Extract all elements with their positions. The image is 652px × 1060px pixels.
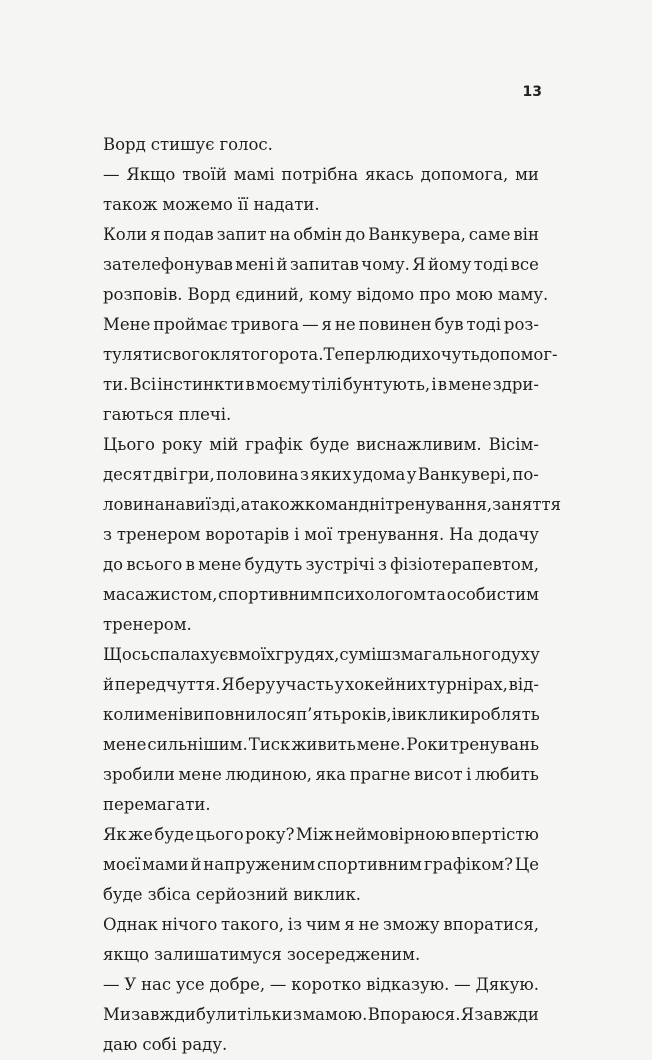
word: фізіотерапевтом, [390, 555, 539, 574]
word: виповнилося [183, 705, 297, 724]
word: клятого [209, 345, 279, 364]
word: свого [162, 345, 210, 364]
word: збіса [147, 885, 191, 904]
word: також [103, 195, 158, 214]
word: живить [291, 735, 356, 754]
word: інстинкти [157, 375, 245, 394]
text-line [103, 130, 539, 160]
word: роз- [503, 315, 539, 334]
word: не [358, 915, 380, 934]
word: чому. [361, 255, 410, 274]
word: якась [364, 165, 414, 184]
word: кому [308, 285, 352, 304]
word: турнірах, [427, 675, 508, 694]
word: стишує [150, 135, 215, 154]
word: — [103, 975, 120, 994]
word: по- [512, 465, 539, 484]
word: серйозний [195, 885, 289, 904]
word: чим [305, 915, 341, 934]
text-line [103, 250, 539, 280]
text-line [103, 730, 539, 760]
word: обмін [293, 225, 343, 244]
word: все [510, 255, 539, 274]
word: зосередженим. [286, 945, 421, 964]
word: мій [209, 435, 239, 454]
word: моєму [255, 375, 311, 394]
word: і [391, 705, 397, 724]
word: її [237, 195, 249, 214]
word: Ворд [103, 135, 146, 154]
word: мене [198, 555, 242, 574]
word: року? [245, 825, 295, 844]
text-line [103, 820, 539, 850]
text-line [103, 880, 539, 910]
word: мене [103, 735, 147, 754]
word: п’ять [296, 705, 341, 724]
text-line [103, 190, 539, 220]
word: запит [216, 225, 267, 244]
page-number: 13 [522, 84, 542, 100]
word: а [240, 495, 251, 514]
word: Роки [406, 735, 449, 754]
word: любить [475, 765, 539, 784]
word: гаються [103, 405, 174, 424]
word: бунтують, [342, 375, 431, 394]
word: змагального [391, 645, 501, 664]
text-line [103, 1000, 539, 1030]
word: — [103, 165, 120, 184]
word: й [276, 255, 288, 274]
word: був [434, 315, 464, 334]
word: тренувань [449, 735, 539, 754]
word: Я [412, 255, 426, 274]
word: мамі [233, 165, 275, 184]
word: Вісім- [488, 435, 539, 454]
word: тренером. [103, 615, 192, 634]
word: додачу [478, 525, 539, 544]
word: Цього [103, 435, 155, 454]
word: Дякую. [475, 975, 539, 994]
text-line [103, 700, 539, 730]
word: й [190, 855, 202, 874]
word: в [437, 375, 448, 394]
word: люди [375, 345, 422, 364]
word: воротарів [205, 525, 290, 544]
word: до [103, 555, 124, 574]
word: Ванкувері, [417, 465, 511, 484]
word: сильнішим. [147, 735, 248, 754]
word: прагне [349, 765, 411, 784]
word: плечі. [178, 405, 232, 424]
word: напруженим [203, 855, 316, 874]
word: спортивним [317, 855, 422, 874]
word: перемагати. [103, 795, 211, 814]
word: Я [460, 1005, 475, 1024]
word: цього [195, 825, 244, 844]
word: Ворд [187, 285, 231, 304]
word: добре, [209, 975, 266, 994]
word: Якщо [126, 165, 176, 184]
word: неймовірною [334, 825, 450, 844]
word: йому [427, 255, 472, 274]
word: тоді [473, 255, 509, 274]
text-line [103, 310, 539, 340]
word: У [124, 975, 137, 994]
word: з [293, 1005, 302, 1024]
word: тільки [237, 1005, 293, 1024]
word: повинен [358, 315, 432, 334]
word: Між [295, 825, 334, 844]
word: Щось [103, 645, 150, 664]
word: грудях, [275, 645, 340, 664]
word: спалахує [150, 645, 229, 664]
text-line [103, 400, 539, 430]
word: тоді [466, 315, 501, 334]
word: зробили [103, 765, 175, 784]
word: Коли [103, 225, 148, 244]
word: тренування, [385, 495, 493, 514]
word: мене [178, 765, 222, 784]
text-line [103, 160, 539, 190]
word: мені [144, 705, 184, 724]
word: років, [340, 705, 392, 724]
word: графік [245, 435, 303, 454]
word: проймає [153, 315, 228, 334]
word: у [334, 675, 345, 694]
word: командні [304, 495, 386, 514]
word: Ми [103, 1005, 131, 1024]
word: допомога, [420, 165, 509, 184]
word: Однак [103, 915, 158, 934]
word: На [449, 525, 474, 544]
word: мені [235, 255, 275, 274]
word: даю [103, 1035, 138, 1054]
word: з [377, 555, 387, 574]
word: духу [500, 645, 540, 664]
word: яка [315, 765, 347, 784]
word: від- [508, 675, 539, 694]
word: і [466, 765, 472, 784]
text-line [103, 370, 539, 400]
word: впертістю [451, 825, 539, 844]
word: коли [103, 705, 145, 724]
word: моєї [103, 855, 141, 874]
word: розповів. [103, 285, 183, 304]
word: нас [141, 975, 172, 994]
word: ми [515, 165, 539, 184]
body-text [103, 130, 562, 1060]
word: мамою. [302, 1005, 368, 1024]
word: Ванкувера, [368, 225, 466, 244]
word: з [299, 465, 309, 484]
word: й [103, 675, 114, 694]
word: беру [235, 675, 276, 694]
word: — [302, 315, 319, 334]
word: хокейних [344, 675, 427, 694]
word: тренером [116, 525, 201, 544]
word: Я [221, 675, 235, 694]
text-line [103, 970, 539, 1000]
word: тривога [230, 315, 300, 334]
word: в [245, 375, 255, 394]
word: Тепер [323, 345, 376, 364]
text-line [103, 910, 539, 940]
text-line [103, 850, 539, 880]
word: допомог- [479, 345, 558, 364]
word: графіком? [423, 855, 513, 874]
word: Як [103, 825, 127, 844]
word: спортивним [218, 585, 324, 604]
word: мене. [356, 735, 406, 754]
word: року [161, 435, 203, 454]
word: психологом [323, 585, 427, 604]
word: передчуття. [114, 675, 221, 694]
word: єдиний, [235, 285, 304, 304]
word: ти. [103, 375, 129, 394]
word: до [345, 225, 366, 244]
word: в [228, 645, 238, 664]
word: виснажливим. [356, 435, 482, 454]
word: зможу [382, 915, 440, 934]
word: і [431, 375, 437, 394]
word: залишатимуся [154, 945, 282, 964]
word: хочуть [421, 345, 480, 364]
word: — [454, 975, 471, 994]
text-line [103, 640, 539, 670]
word: завжди [131, 1005, 196, 1024]
text-line [103, 550, 539, 580]
word: участь [275, 675, 334, 694]
word: якщо [103, 945, 149, 964]
word: зустрічі [305, 555, 375, 574]
word: тілі [311, 375, 342, 394]
word: рота. [278, 345, 324, 364]
word: на [269, 225, 291, 244]
word: і [294, 525, 300, 544]
word: собі [142, 1035, 177, 1054]
word: не [334, 315, 356, 334]
word: подав [163, 225, 214, 244]
word: також [250, 495, 305, 514]
word: голос. [219, 135, 273, 154]
word: завжди [474, 1005, 539, 1024]
word: запитав [289, 255, 359, 274]
text-line [103, 220, 539, 250]
word: відомо [356, 285, 415, 304]
text-line [103, 760, 539, 790]
word: я [321, 315, 332, 334]
word: усе [175, 975, 205, 994]
word: мами [142, 855, 189, 874]
word: же [128, 825, 154, 844]
text-line [103, 580, 539, 610]
word: моїх [237, 645, 276, 664]
word: в [185, 555, 195, 574]
word: виклик. [293, 885, 362, 904]
word: мої [304, 525, 333, 544]
word: на [164, 495, 186, 514]
word: зателефонував [103, 255, 233, 274]
word: — [269, 975, 287, 994]
word: маму. [497, 285, 549, 304]
word: коротко [291, 975, 362, 994]
word: десят [103, 465, 152, 484]
word: половина [216, 465, 299, 484]
text-line [103, 790, 539, 820]
word: впоратися, [443, 915, 539, 934]
word: про [419, 285, 451, 304]
word: виїзді, [185, 495, 241, 514]
word: були [196, 1005, 238, 1024]
word: саме [468, 225, 511, 244]
word: удома [352, 465, 406, 484]
word: у [406, 465, 417, 484]
text-line [103, 460, 539, 490]
word: заняття [492, 495, 562, 514]
text-line [103, 610, 539, 640]
word: гри, [179, 465, 215, 484]
text-line [103, 280, 549, 310]
word: туляти [103, 345, 163, 364]
word: будуть [244, 555, 303, 574]
word: виклики [396, 705, 471, 724]
word: мою [455, 285, 493, 304]
word: із [287, 915, 303, 934]
word: відказую. [366, 975, 450, 994]
word: Мене [103, 315, 151, 334]
text-line [103, 670, 539, 700]
text-line [103, 1030, 539, 1060]
word: ловина [103, 495, 165, 514]
word: потрібна [281, 165, 359, 184]
word: яких [310, 465, 352, 484]
word: надати. [253, 195, 320, 214]
word: мене [448, 375, 492, 394]
word: твоїй [182, 165, 227, 184]
word: буде [103, 885, 143, 904]
word: людиною, [225, 765, 312, 784]
word: буде [309, 435, 350, 454]
text-line [103, 520, 539, 550]
word: Впораюся. [367, 1005, 461, 1024]
word: я [344, 915, 355, 934]
word: всього [126, 555, 183, 574]
word: суміш [339, 645, 392, 664]
word: можемо [162, 195, 233, 214]
word: Всі [129, 375, 157, 394]
word: тренування. [337, 525, 445, 544]
word: висот [414, 765, 463, 784]
word: Тиск [248, 735, 291, 754]
word: я [150, 225, 161, 244]
text-line [103, 340, 558, 370]
word: з [103, 525, 112, 544]
word: він [513, 225, 539, 244]
word: Це [514, 855, 539, 874]
word: масажистом, [103, 585, 218, 604]
text-line [103, 490, 562, 520]
text-line [103, 940, 539, 970]
word: нічого [161, 915, 218, 934]
word: роблять [470, 705, 540, 724]
word: дві [153, 465, 178, 484]
word: раду. [181, 1035, 228, 1054]
text-line [103, 430, 539, 460]
word: буде [154, 825, 195, 844]
word: та [426, 585, 446, 604]
word: такого, [221, 915, 285, 934]
word: особистим [446, 585, 539, 604]
word: здри- [492, 375, 539, 394]
